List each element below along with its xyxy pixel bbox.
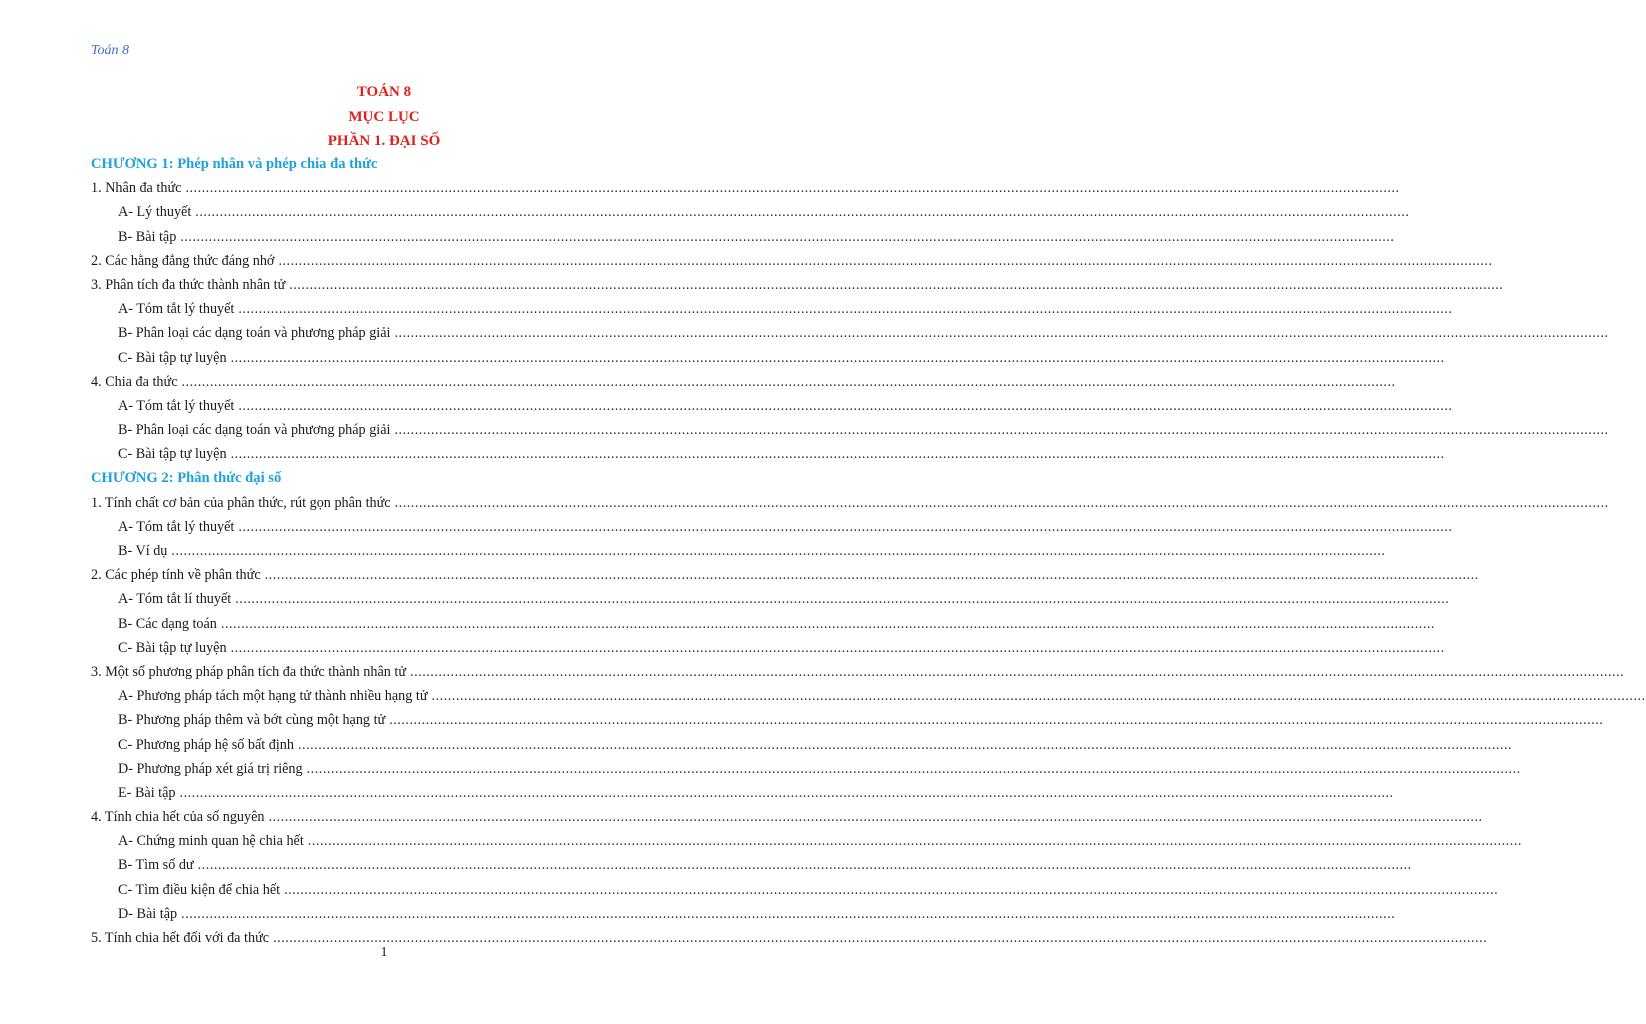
toc-section-entry[interactable] (0, 370, 1396, 394)
dot-leader: ............................................................................................................................................................................................................................................................................................................ (185, 180, 1400, 197)
toc-subsection-entry[interactable] (0, 515, 1453, 539)
dot-leader: ............................................................................................................................................................................................................................................................................................................ (431, 688, 1646, 705)
toc-section-entry[interactable] (0, 563, 1479, 587)
toc-entry-label: A- Tóm tắt lý thuyết (118, 397, 235, 414)
toc-title: MỤC LỤC (348, 108, 420, 125)
toc-entry-label: C- Phương pháp hệ số bất định (118, 736, 294, 753)
dot-leader: ............................................................................................................................................................................................................................................................................................................ (235, 591, 1450, 608)
toc-entry-label: B- Các dạng toán (118, 615, 217, 632)
dot-leader: ............................................................................................................................................................................................................................................................................................................ (389, 712, 1604, 729)
title-block (0, 80, 768, 154)
header-label: Toán 8 (91, 43, 130, 58)
dot-leader: ............................................................................................................................................................................................................................................................................................................ (410, 663, 1625, 680)
toc-entry-label: A- Tóm tắt lý thuyết (118, 301, 235, 318)
toc-entry-label: A- Tóm tắt lý thuyết (118, 518, 235, 535)
toc-entry-label: 2. Các phép tính về phân thức (91, 567, 261, 584)
toc-entry-label: 1. Nhân đa thức (91, 180, 182, 197)
toc-entry-label: C- Bài tập tự luyện (118, 639, 227, 656)
dot-leader: ............................................................................................................................................................................................................................................................................................................ (284, 881, 1499, 898)
part-title: PHẦN 1. ĐẠI SỐ (327, 133, 441, 149)
dot-leader: ............................................................................................................................................................................................................................................................................................................ (238, 397, 1453, 414)
toc-subsection-entry[interactable] (0, 829, 1522, 853)
toc-entry-label: 3. Phân tích đa thức thành nhân tử (91, 276, 286, 293)
book-title: TOÁN 8 (356, 84, 412, 100)
dot-leader: ............................................................................................................................................................................................................................................................................................................ (197, 857, 1412, 874)
toc-entry-label: D- Bài tập (118, 905, 178, 922)
toc-entry-label: 2. Các hằng đẳng thức đáng nhớ (91, 252, 275, 269)
toc-entry-label: B- Phân loại các dạng toán và phương pháp giải (118, 325, 391, 342)
toc-entry-label: A- Chứng minh quan hệ chia hết (118, 833, 304, 850)
dot-leader: ............................................................................................................................................................................................................................................................................................................ (230, 639, 1445, 656)
dot-leader: ............................................................................................................................................................................................................................................................................................................ (180, 228, 1395, 245)
dot-leader: ............................................................................................................................................................................................................................................................................................................ (307, 833, 1522, 850)
toc-subsection-entry[interactable] (0, 853, 1412, 877)
toc-section-entry[interactable] (0, 249, 1493, 273)
toc-subsection-entry[interactable] (0, 418, 1609, 442)
page-number: 1 (380, 945, 388, 960)
toc-chapter-heading: CHƯƠNG 2: Phân thức đại số (91, 470, 282, 487)
toc-entry-label: C- Bài tập tự luyện (118, 446, 227, 463)
toc-entry-label: 4. Chia đa thức (91, 373, 178, 390)
dot-leader: ............................................................................................................................................................................................................................................................................................................ (268, 809, 1483, 826)
toc-entry-label: 1. Tính chất cơ bản của phân thức, rút gọn phân thức (91, 494, 391, 511)
toc-section-entry[interactable] (0, 273, 1504, 297)
dot-leader: ............................................................................................................................................................................................................................................................................................................ (230, 446, 1445, 463)
toc-entry-label: 3. Một số phương pháp phân tích đa thức thành nhân tử (91, 663, 407, 680)
toc-entry-label: 4. Tính chia hết của số nguyên (91, 809, 265, 826)
toc-subsection-entry[interactable] (0, 781, 1394, 805)
toc-entry-label: A- Tóm tắt lí thuyết (118, 591, 232, 608)
toc-subsection-entry[interactable] (0, 902, 1396, 926)
toc-subsection-entry[interactable] (0, 684, 1646, 708)
toc-section-entry[interactable] (0, 176, 1400, 200)
toc-subsection-entry[interactable] (0, 587, 1450, 611)
toc-entry-label: D- Phương pháp xét giá trị riêng (118, 760, 303, 777)
dot-leader: ............................................................................................................................................................................................................................................................................................................ (195, 204, 1410, 221)
toc-subsection-entry[interactable] (0, 321, 1609, 345)
dot-leader: ............................................................................................................................................................................................................................................................................................................ (394, 494, 1609, 511)
dot-leader: ............................................................................................................................................................................................................................................................................................................ (238, 518, 1453, 535)
dot-leader: ............................................................................................................................................................................................................................................................................................................ (181, 905, 1396, 922)
toc-subsection-entry[interactable] (0, 612, 1435, 636)
toc-chapter-heading: CHƯƠNG 1: Phép nhân và phép chia đa thức (91, 156, 378, 172)
toc-subsection-entry[interactable] (0, 442, 1445, 466)
dot-leader: ............................................................................................................................................................................................................................................................................................................ (230, 349, 1445, 366)
dot-leader: ............................................................................................................................................................................................................................................................................................................ (394, 422, 1609, 439)
toc-entry-label: B- Tìm số dư (118, 857, 194, 874)
dot-leader: ............................................................................................................................................................................................................................................................................................................ (179, 784, 1394, 801)
toc-subsection-entry[interactable] (0, 733, 1513, 757)
toc-subsection-entry[interactable] (0, 539, 1386, 563)
toc-entry-label: A- Lý thuyết (118, 204, 192, 221)
dot-leader: ............................................................................................................................................................................................................................................................................................................ (278, 252, 1493, 269)
toc-subsection-entry[interactable] (0, 878, 1499, 902)
toc-entry-label: A- Phương pháp tách một hạng tử thành nhiều hạng tử (118, 688, 428, 705)
dot-leader: ............................................................................................................................................................................................................................................................................................................ (273, 930, 1488, 946)
dot-leader: ............................................................................................................................................................................................................................................................................................................ (220, 615, 1435, 632)
toc-entry-label: B- Phân loại các dạng toán và phương pháp giải (118, 422, 391, 439)
dot-leader: ............................................................................................................................................................................................................................................................................................................ (306, 760, 1521, 777)
toc-subsection-entry[interactable] (0, 225, 1395, 249)
toc-subsection-entry[interactable] (0, 708, 1604, 732)
toc-entry-label: B- Ví dụ (118, 543, 168, 559)
dot-leader: ............................................................................................................................................................................................................................................................................................................ (264, 567, 1479, 584)
toc-entry-label: B- Bài tập (118, 228, 177, 245)
dot-leader: ............................................................................................................................................................................................................................................................................................................ (171, 543, 1386, 559)
toc-entry-label: E- Bài tập (118, 784, 176, 801)
toc-section-entry[interactable] (0, 805, 1483, 829)
dot-leader: ............................................................................................................................................................................................................................................................................................................ (238, 301, 1453, 318)
toc-entry-label: C- Bài tập tự luyện (118, 349, 227, 366)
dot-leader: ............................................................................................................................................................................................................................................................................................................ (289, 276, 1504, 293)
toc-subsection-entry[interactable] (0, 394, 1453, 418)
toc-entry-label: B- Phương pháp thêm và bớt cùng một hạng tử (118, 712, 386, 729)
table-of-contents (0, 152, 1646, 950)
dot-leader: ............................................................................................................................................................................................................................................................................................................ (181, 373, 1396, 390)
toc-subsection-entry[interactable] (0, 636, 1445, 660)
dot-leader: ............................................................................................................................................................................................................................................................................................................ (297, 736, 1513, 753)
toc-section-entry[interactable] (0, 660, 1625, 684)
dot-leader: ............................................................................................................................................................................................................................................................................................................ (394, 325, 1609, 342)
toc-subsection-entry[interactable] (0, 346, 1445, 370)
toc-subsection-entry[interactable] (0, 757, 1521, 781)
toc-subsection-entry[interactable] (0, 200, 1410, 224)
toc-entry-label: C- Tìm điều kiện để chia hết (118, 881, 281, 898)
toc-section-entry[interactable] (0, 491, 1609, 515)
toc-entry-label: 5. Tính chia hết đối với đa thức (91, 930, 270, 946)
toc-subsection-entry[interactable] (0, 297, 1453, 321)
